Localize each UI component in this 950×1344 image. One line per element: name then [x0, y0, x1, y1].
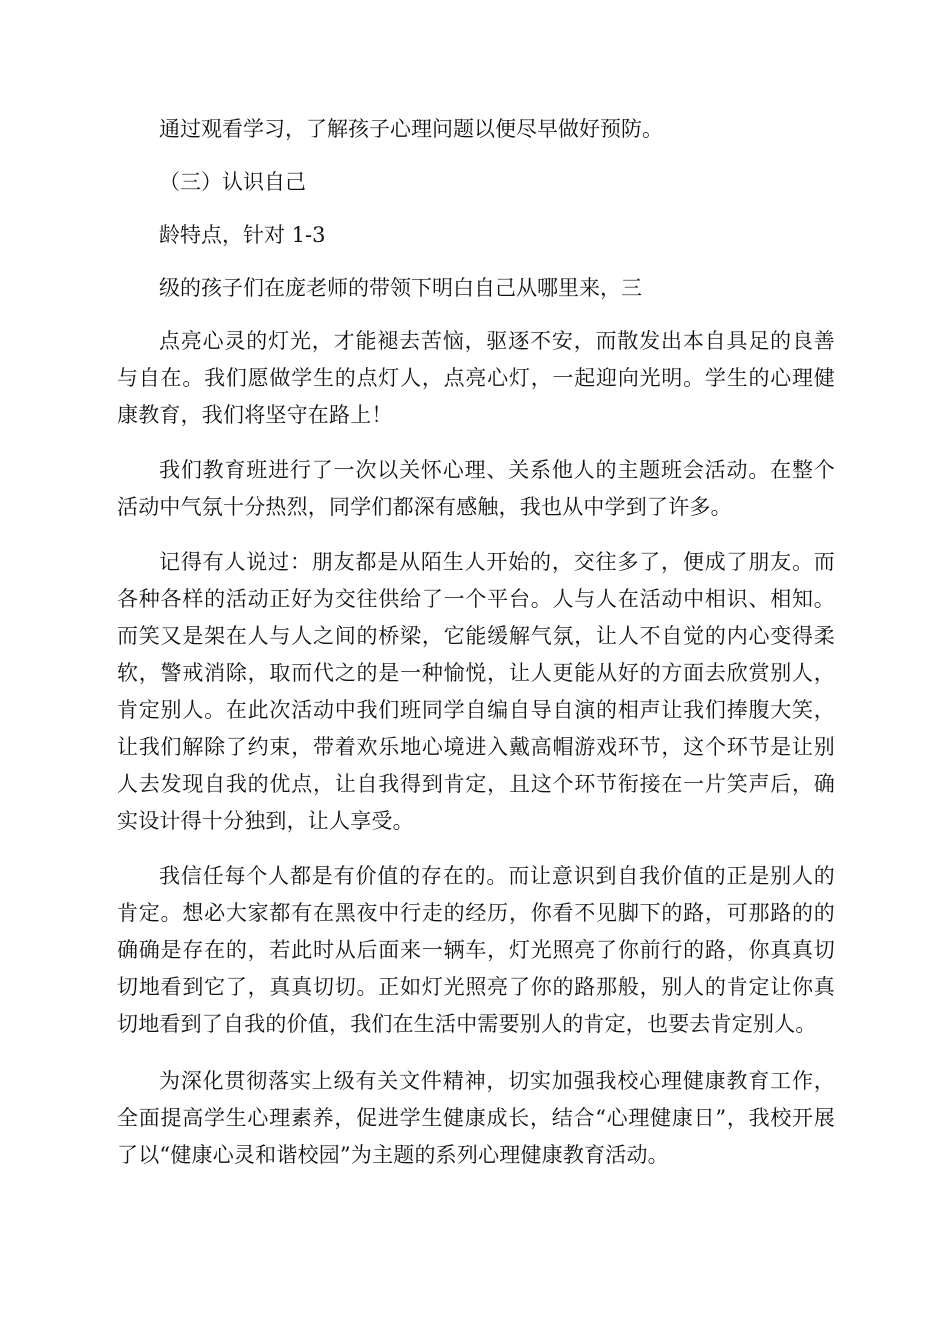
document-body: [117, 111, 835, 1174]
text-line-grade-children: 级的孩子们在庞老师的带领下明白自己从哪里来，三: [159, 276, 642, 300]
paragraph-friends-activity: 记得有人说过：朋友都是从陌生人开始的，交往多了，便成了朋友。而各种各样的活动正好为交往供给了一个平台。人与人在活动中相识、相知。而笑又是架在人与人之间的桥梁，它能缓解气氛，让人不自觉的内心变得柔软，警戒消除，取而代之的是一种愉悦，让人更能从好的方面去欣赏别人，肯定别人。在此次活动中我们班同学自编自导自演的相声让我们捧腹大笑，让我们解除了约束，带着欢乐地心境进入戴高帽游戏环节，这个环节是让别人去发现自我的优点，让自我得到肯定，且这个环节衔接在一片笑声后，确实设计得十分独到，让人享受。: [117, 550, 835, 833]
paragraph-self-value: 我信任每个人都是有价值的存在的。而让意识到自我价值的正是别人的肯定。想必大家都有在黑夜中行走的经历，你看不见脚下的路，可那路的的确确是存在的，若此时从后面来一辆车，灯光照亮了你前行的路，你真真切切地看到它了，真真切切。正如灯光照亮了你的路那般，别人的肯定让你真切地看到了自我的价值，我们在生活中需要别人的肯定，也要去肯定别人。: [117, 864, 835, 1036]
text-line-age-features: 龄特点，针对 1-3: [159, 223, 326, 247]
paragraph-mental-health-day: 为深化贯彻落实上级有关文件精神，切实加强我校心理健康教育工作，全面提高学生心理素养，促进学生健康成长，结合“心理健康日”，我校开展了以“健康心灵和谐校园”为主题的系列心理健康教育活动。: [117, 1069, 835, 1167]
paragraph-class-meeting: 我们教育班进行了一次以关怀心理、关系他人的主题班会活动。在整个活动中气氛十分热烈，同学们都深有感触，我也从中学到了许多。: [117, 458, 835, 519]
section-heading-know-yourself: （三）认识自己: [159, 170, 306, 194]
paragraph-light-of-heart: 点亮心灵的灯光，才能褪去苦恼，驱逐不安，而散发出本自具足的良善与自在。我们愿做学生的点灯人，点亮心灯，一起迎向光明。学生的心理健康教育，我们将坚守在路上！: [117, 329, 835, 427]
text-line-prevention: 通过观看学习，了解孩子心理问题以便尽早做好预防。: [159, 117, 663, 141]
